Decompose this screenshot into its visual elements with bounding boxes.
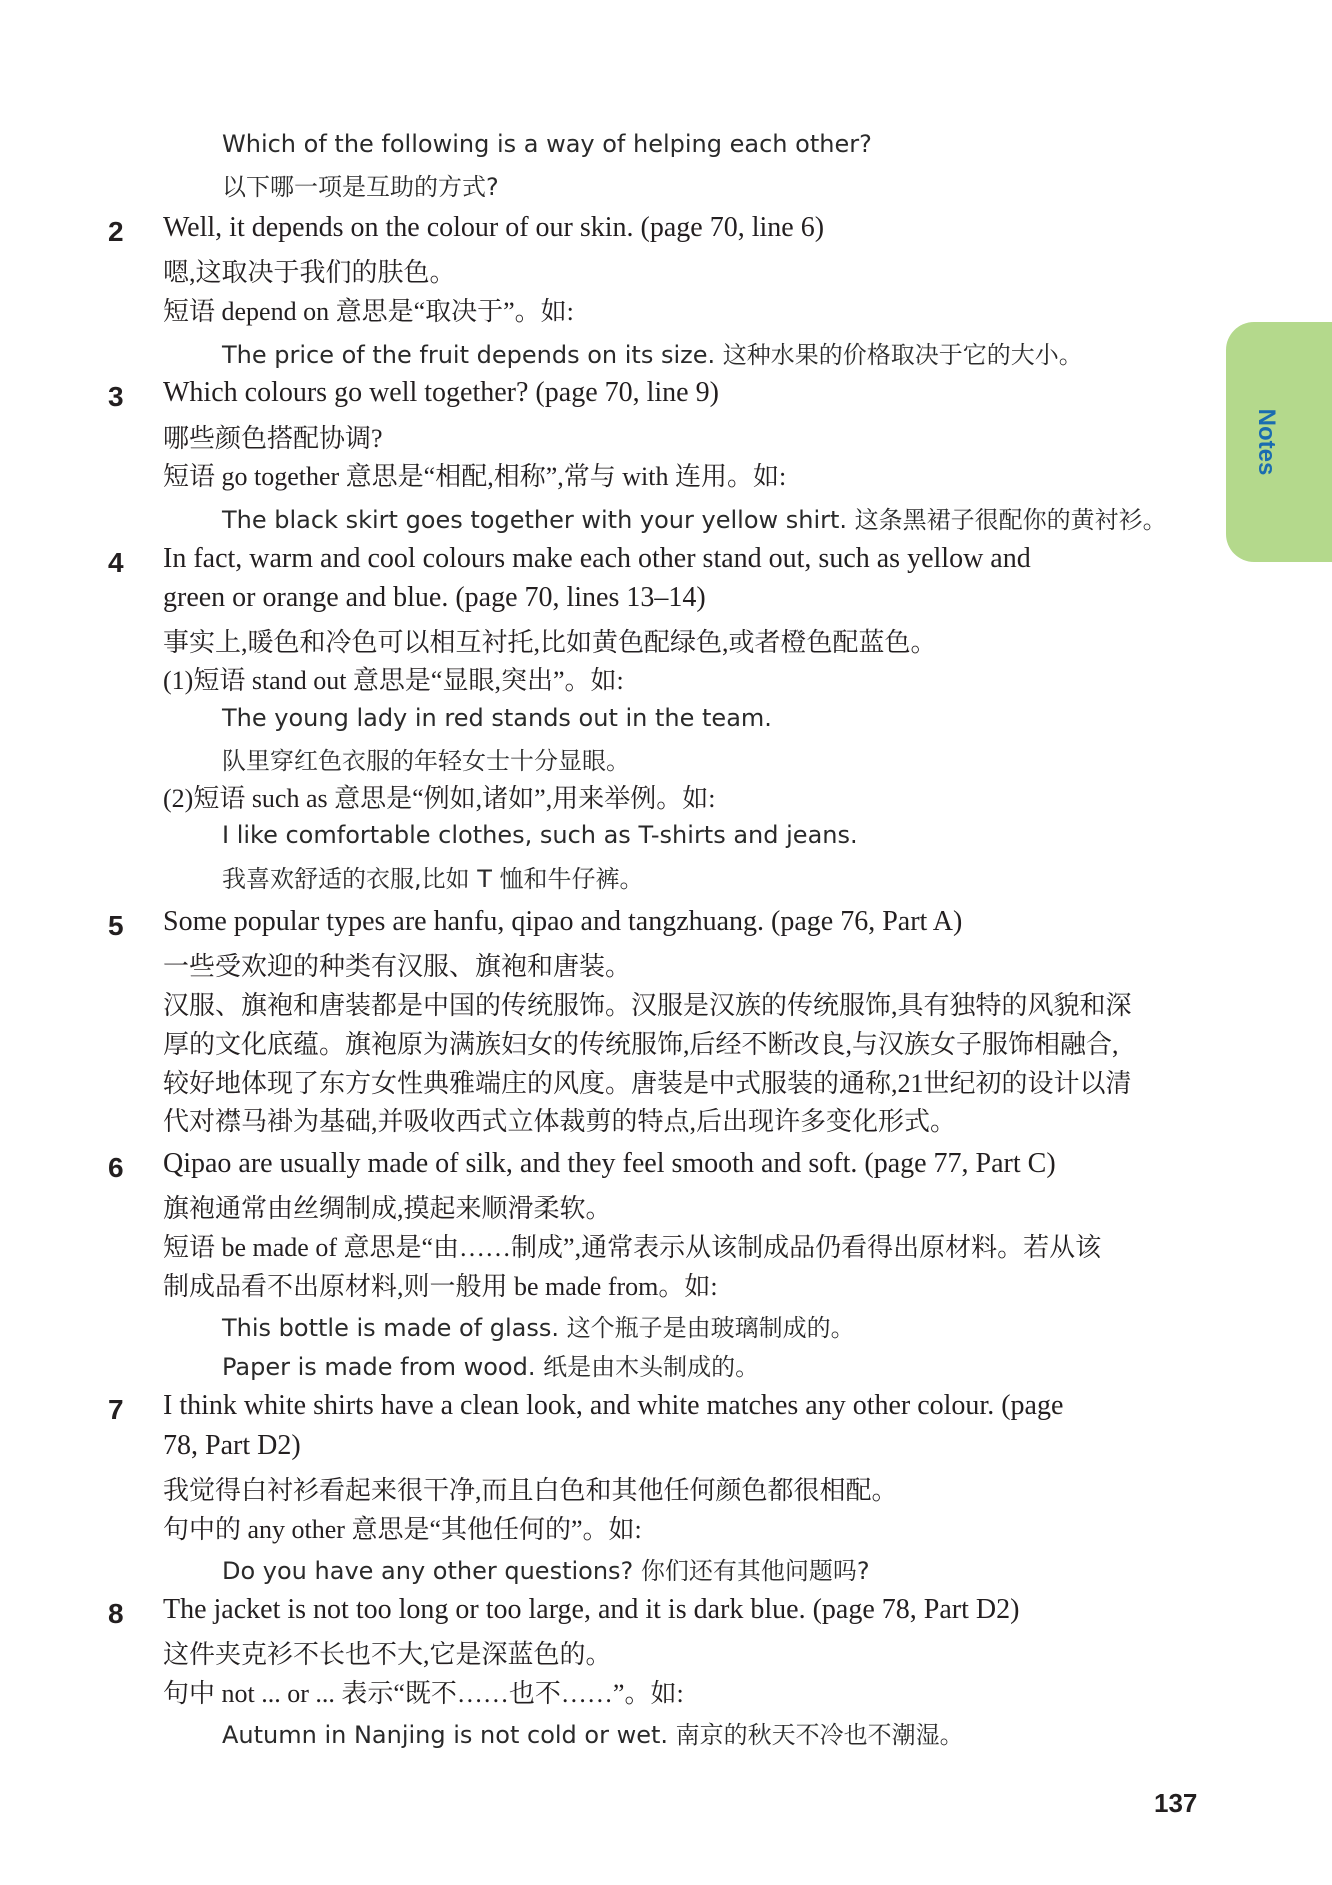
note-subpoint-2: (2)短语 such as 意思是“例如,诸如”,用来举例。如:: [163, 784, 716, 813]
note-example-zh: 我喜欢舒适的衣服,比如 T 恤和牛仔裤。: [222, 865, 644, 893]
note-paragraph-line: 代对襟马褂为基础,并吸收西式立体裁剪的特点,后出现许多变化形式。: [163, 1107, 957, 1136]
note-sentence: The jacket is not too long or too large, and it is dark blue. (page 78, Part D2): [163, 1594, 1020, 1625]
note-number: 4: [108, 547, 124, 578]
note-sentence: In fact, warm and cool colours make each other stand out, such as yellow and: [163, 543, 1031, 574]
note-example: The black skirt goes together with your yellow shirt. 这条黑裙子很配你的黄衬衫。: [222, 506, 1167, 534]
note-explanation: 短语 go together 意思是“相配,相称”,常与 with 连用。如:: [163, 462, 787, 491]
note-example: Do you have any other questions? 你们还有其他问题吗?: [222, 1557, 870, 1585]
note-paragraph-line: 较好地体现了东方女性典雅端庄的风度。唐装是中式服装的通称,21世纪初的设计以清: [163, 1069, 1132, 1098]
note-example: Paper is made from wood. 纸是由木头制成的。: [222, 1353, 760, 1381]
intro-example-zh: 以下哪一项是互助的方式?: [222, 173, 499, 201]
note-translation: 旗袍通常由丝绸制成,摸起来顺滑柔软。: [163, 1194, 612, 1223]
note-sentence: Qipao are usually made of silk, and they feel smooth and soft. (page 77, Part C): [163, 1148, 1056, 1179]
note-number: 7: [108, 1394, 124, 1425]
note-sentence: Some popular types are hanfu, qipao and tangzhuang. (page 76, Part A): [163, 906, 963, 937]
note-example: The young lady in red stands out in the team.: [222, 704, 772, 732]
note-translation: 事实上,暖色和冷色可以相互衬托,比如黄色配绿色,或者橙色配蓝色。: [163, 628, 937, 657]
note-number: 5: [108, 910, 124, 941]
note-translation: 这件夹克衫不长也不大,它是深蓝色的。: [163, 1640, 612, 1669]
note-example: Autumn in Nanjing is not cold or wet. 南京的秋天不冷也不潮湿。: [222, 1721, 964, 1749]
note-translation: 嗯,这取决于我们的肤色。: [163, 258, 456, 287]
note-number: 8: [108, 1598, 124, 1629]
intro-example-en: Which of the following is a way of helping each other?: [222, 130, 872, 158]
note-sentence: I think white shirts have a clean look, and white matches any other colour. (page: [163, 1390, 1064, 1421]
note-example: I like comfortable clothes, such as T-shirts and jeans.: [222, 821, 858, 849]
note-example: The price of the fruit depends on its size. 这种水果的价格取决于它的大小。: [222, 341, 1083, 369]
note-translation: 我觉得白衬衫看起来很干净,而且白色和其他任何颜色都很相配。: [163, 1476, 898, 1505]
note-explanation: 句中的 any other 意思是“其他任何的”。如:: [163, 1515, 642, 1544]
note-explanation: 短语 depend on 意思是“取决于”。如:: [163, 297, 574, 326]
note-explanation: 短语 be made of 意思是“由……制成”,通常表示从该制成品仍看得出原材料。若从该: [163, 1233, 1102, 1262]
note-paragraph-line: 厚的文化底蕴。旗袍原为满族妇女的传统服饰,后经不断改良,与汉族女子服饰相融合,: [163, 1030, 1119, 1059]
note-number: 2: [108, 216, 124, 247]
note-sentence: Well, it depends on the colour of our skin. (page 70, line 6): [163, 212, 825, 243]
note-example-zh: 队里穿红色衣服的年轻女士十分显眼。: [222, 747, 630, 775]
note-subpoint-1: (1)短语 stand out 意思是“显眼,突出”。如:: [163, 666, 624, 695]
note-explanation-cont: 制成品看不出原材料,则一般用 be made from。如:: [163, 1272, 718, 1301]
note-sentence-cont: green or orange and blue. (page 70, lines 13–14): [163, 582, 706, 613]
notes-tab-label: Notes: [1253, 408, 1280, 476]
note-translation: 哪些颜色搭配协调?: [163, 424, 383, 453]
note-example: This bottle is made of glass. 这个瓶子是由玻璃制成的。: [222, 1314, 855, 1342]
note-explanation: 句中 not ... or ... 表示“既不……也不……”。如:: [163, 1679, 684, 1708]
note-translation: 一些受欢迎的种类有汉服、旗袍和唐装。: [163, 952, 632, 981]
note-sentence: Which colours go well together? (page 70, line 9): [163, 377, 719, 408]
note-sentence-cont: 78, Part D2): [163, 1430, 301, 1461]
note-paragraph-line: 汉服、旗袍和唐装都是中国的传统服饰。汉服是汉族的传统服饰,具有独特的风貌和深: [163, 991, 1132, 1020]
note-number: 3: [108, 381, 124, 412]
note-number: 6: [108, 1152, 124, 1183]
page-number: 137: [1154, 1788, 1198, 1818]
